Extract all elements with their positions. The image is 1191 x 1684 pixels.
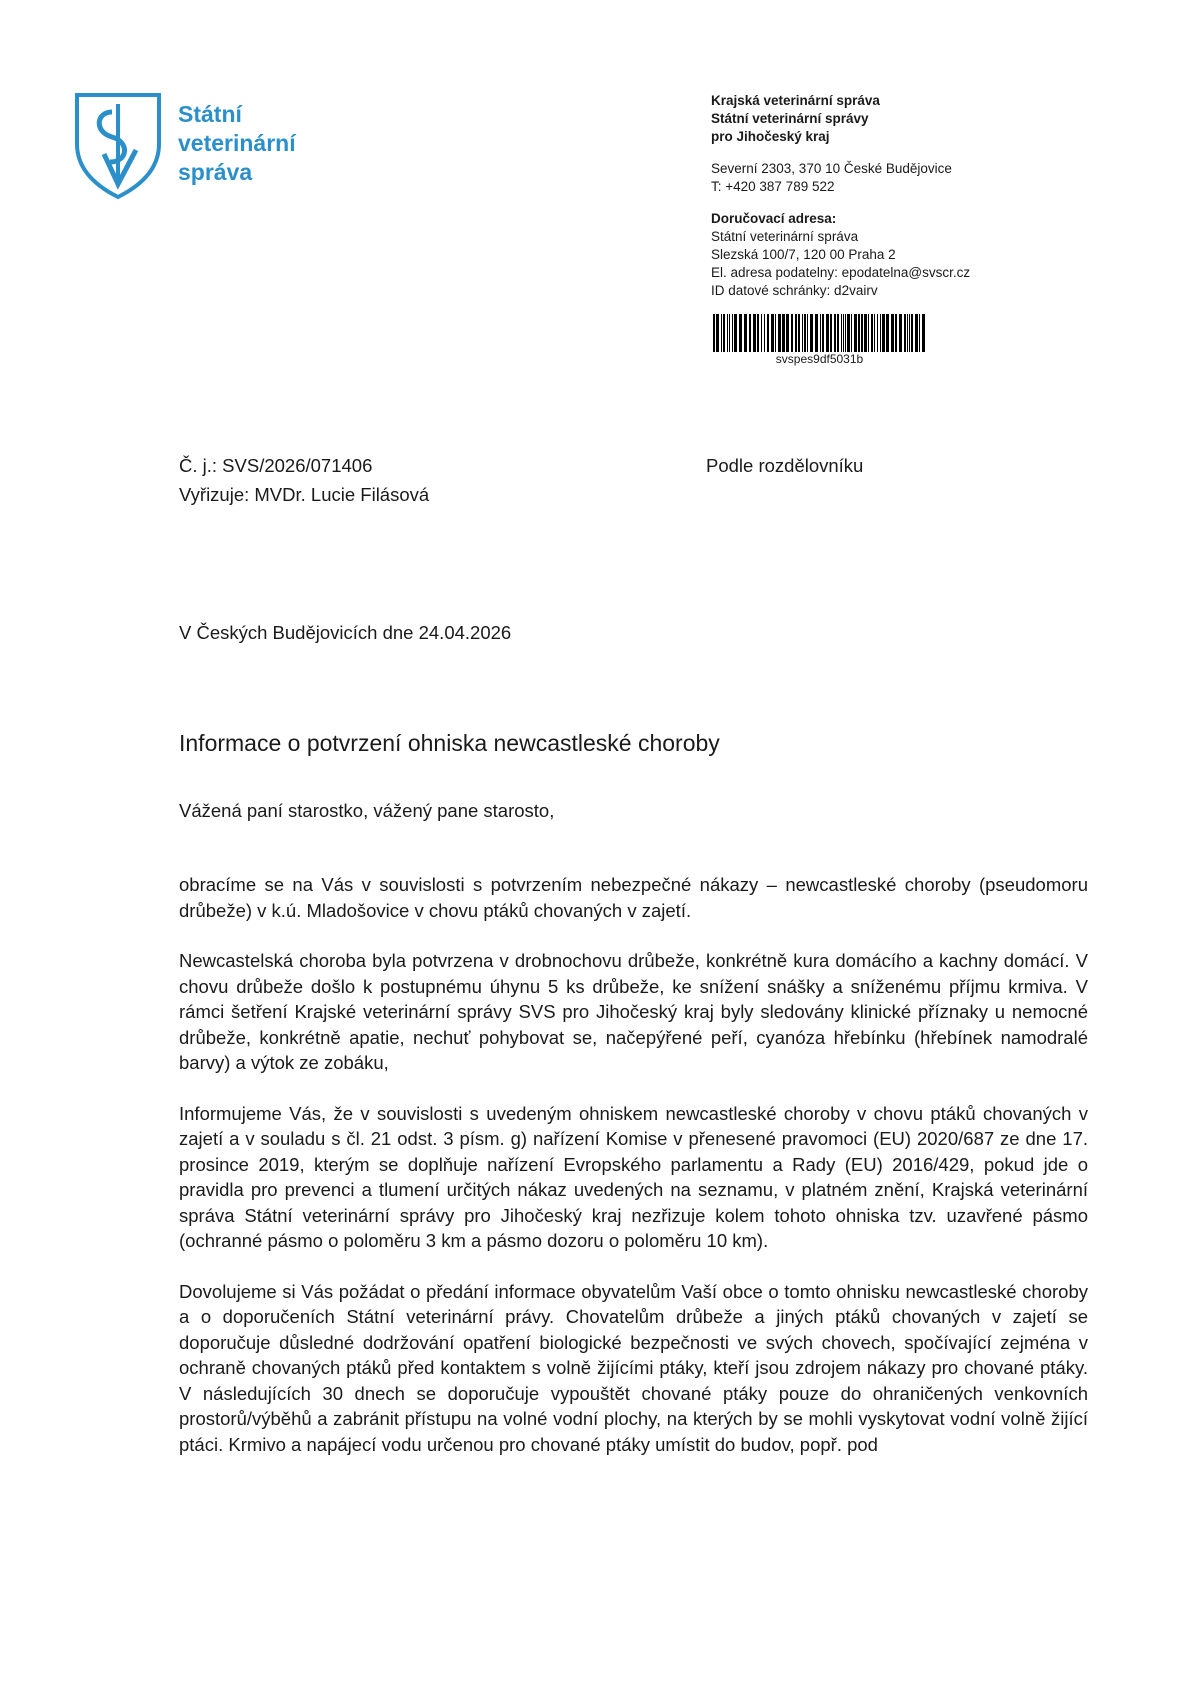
barcode-bar	[837, 314, 839, 352]
barcode-bar	[861, 314, 863, 352]
barcode-bar	[729, 314, 730, 352]
barcode-bar	[886, 314, 889, 352]
delivery-line: El. adresa podatelny: epodatelna@svscr.cz	[711, 265, 971, 280]
sender-address: Severní 2303, 370 10 České Budějovice	[711, 161, 952, 176]
subject-heading: Informace o potvrzení ohniska newcastleské choroby	[179, 730, 720, 756]
barcode-bar	[757, 314, 759, 352]
barcode-bar	[739, 314, 742, 352]
barcode-bar	[871, 314, 873, 352]
barcode-bar	[911, 314, 913, 352]
barcode-bar	[807, 314, 808, 352]
barcode-bar	[771, 314, 774, 352]
barcode-bar	[877, 314, 878, 352]
barcode-bar	[804, 314, 806, 352]
recipient: Podle rozdělovníku	[706, 455, 864, 476]
barcode-bar	[904, 314, 906, 352]
barcode-bar	[721, 314, 722, 352]
logo-wordmark	[178, 100, 296, 187]
barcode-bar	[851, 314, 852, 352]
barcode-bar	[880, 314, 881, 352]
barcode-bar	[810, 314, 813, 352]
barcode-bar	[713, 314, 715, 352]
barcode-text: svspes9df5031b	[775, 352, 864, 366]
reference-number: Č. j.: SVS/2026/071406	[179, 455, 373, 476]
barcode-bar	[899, 314, 902, 352]
sender-name-line: Krajská veterinární správa	[711, 93, 880, 108]
barcode-bar	[907, 314, 908, 352]
barcode-bar	[778, 314, 781, 352]
barcode-bar	[764, 314, 765, 352]
sender-block	[711, 92, 1151, 314]
delivery-address	[711, 210, 1151, 300]
barcode-bar	[786, 314, 789, 352]
barcode-bar	[791, 314, 793, 352]
handled-by: Vyřizuje: MVDr. Lucie Filásová	[179, 484, 430, 505]
barcode-bar	[845, 314, 846, 352]
barcode-bar	[732, 314, 733, 352]
barcode-bar	[922, 314, 925, 352]
barcode-bar	[822, 314, 824, 352]
barcode-bar	[802, 314, 803, 352]
barcode-bar	[753, 314, 756, 352]
logo-line: správa	[178, 159, 253, 185]
barcode-bar	[874, 314, 875, 352]
barcode-bar	[734, 314, 737, 352]
barcode-bar	[795, 314, 797, 352]
barcode-bar	[891, 314, 894, 352]
sender-name-line: Státní veterinární správy	[711, 111, 869, 126]
barcode-bar	[915, 314, 918, 352]
barcode-bar	[744, 314, 747, 352]
barcode-bar	[843, 314, 844, 352]
barcode-bar	[749, 314, 751, 352]
delivery-line: Slezská 100/7, 120 00 Praha 2	[711, 247, 896, 262]
sender-name-line: pro Jihočeský kraj	[711, 129, 830, 144]
barcode	[713, 314, 926, 352]
barcode-bar	[895, 314, 897, 352]
barcode-bar	[841, 314, 842, 352]
barcode-bar	[834, 314, 836, 352]
barcode-bar	[868, 314, 869, 352]
barcode-bar	[854, 314, 857, 352]
delivery-line: Státní veterinární správa	[711, 229, 859, 244]
barcode-bar	[716, 314, 719, 352]
barcode-bar	[820, 314, 821, 352]
barcode-bar	[826, 314, 829, 352]
body-paragraph: Informujeme Vás, že v souvislosti s uvedeným ohniskem newcastleské choroby v chovu ptáků chovaných v zajetí a v souladu s čl. 21 odst. 3 písm. g) nařízení Komise v přenesené pravomoci (EU) 2020/687 ze dne 17. prosince 2019, kterým se doplňuje nařízení Evropského parlamentu a Rady (EU) 2016/429, pokud jde o pravidla pro prevenci a tlumení určitých nákaz uvedených na seznamu, v platném znění, Krajská veterinární správa Státní veterinární správy pro Jihočeský kraj nezřizuje kolem tohoto ohniska tzv. uzavřené pásmo (ochranné pásmo o poloměru 3 km a pásmo dozoru o poloměru 10 km).	[179, 1102, 1088, 1251]
barcode-bar	[775, 314, 776, 352]
barcode-bar	[858, 314, 860, 352]
barcode-bar	[882, 314, 885, 352]
delivery-heading: Doručovací adresa:	[711, 211, 837, 226]
body-paragraph: Dovolujeme si Vás požádat o předání informace obyvatelům Vaší obce o tomto ohnisku newcastleské choroby a o doporučeních Státní veterinární právy. Chovatelům drůbeže a jiných ptáků chovaných v zajetí se doporučuje důsledné dodržování opatření biologické bezpečnosti ve svých chovech, spočívající zejména v ochraně chovaných ptáků před kontaktem s volně žijícími ptáky, kteří jsou zdrojem nákazy pro chované ptáky. V následujících 30 dnech se doporučuje vypouštět chované ptáky pouze do ohraničených venkovních prostorů/výběhů a zabránit přístupu na volné vodní plochy, na kterých by se mohli vyskytovat vodní volně žijící ptáci. Krmivo a napájecí vodu určenou pro chované ptáky umístit do budov, popř. pod	[179, 1280, 1088, 1455]
logo-line: Státní	[178, 101, 242, 127]
salutation: Vážená paní starostko, vážený pane starosto,	[179, 800, 555, 821]
sender-phone: T: +420 387 789 522	[711, 179, 835, 194]
barcode-bar	[767, 314, 769, 352]
sender-name	[711, 92, 1151, 146]
body-paragraph: obracíme se na Vás v souvislosti s potvrzením nebezpečné nákazy – newcastleské choroby (pseudomoru drůbeže) v k.ú. Mladošovice v chovu ptáků chovaných v zajetí.	[179, 874, 1088, 921]
barcode-bar	[919, 314, 920, 352]
delivery-line: ID datové schránky: d2vairv	[711, 283, 878, 298]
svs-shield-icon	[74, 92, 162, 200]
body-paragraph: Newcastelská choroba byla potvrzena v drobnochovu drůbeže, konkrétně kura domácího a kachny domácí. V chovu drůbeže došlo k postupnému úhynu 5 ks drůbeže, ke snížení snášky a sníženému příjmu krmiva. V rámci šetření Krajské veterinární správy SVS pro Jihočeský kraj byly sledovány klinické příznaky u nemocné drůbeže, konkrétně apatie, nechuť pohybovat se, načepýřené peří, cyanóza hřebínku (hřebínek namodralé barvy) a výtok ze zobáku,	[179, 950, 1088, 1073]
sender-contact	[711, 160, 1151, 196]
barcode-bar	[782, 314, 785, 352]
barcode-bar	[761, 314, 762, 352]
reference-block	[179, 451, 429, 509]
barcode-bar	[864, 314, 867, 352]
barcode-bar	[909, 314, 910, 352]
barcode-bar	[847, 314, 850, 352]
barcode-bar	[727, 314, 728, 352]
date-line: V Českých Budějovicích dne 24.04.2026	[179, 622, 512, 643]
svs-logo	[74, 92, 314, 202]
letter-body	[179, 872, 1088, 1482]
logo-line: veterinární	[178, 130, 296, 156]
barcode-bar	[815, 314, 818, 352]
barcode-bar	[723, 314, 725, 352]
barcode-bar	[798, 314, 800, 352]
barcode-bar	[830, 314, 832, 352]
